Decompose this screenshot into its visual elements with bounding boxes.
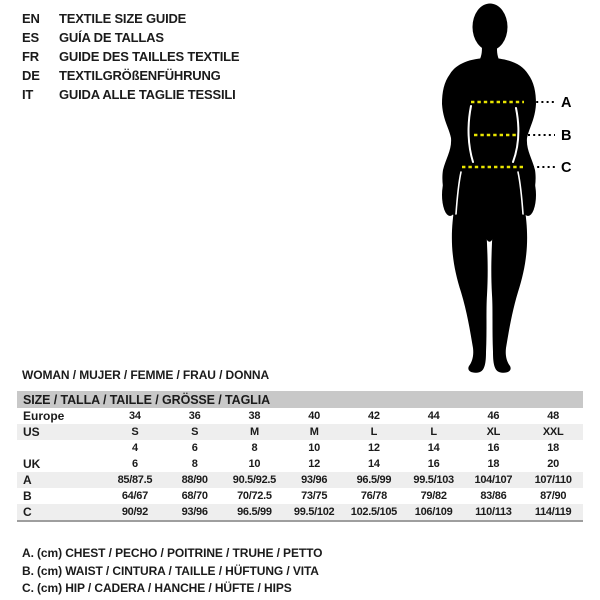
size-cell: 38 [248,410,261,422]
size-cell: 48 [547,410,559,422]
size-table-row [17,456,583,472]
size-table-rows [17,408,583,520]
size-cell: 93/96 [181,506,208,518]
legend-line: A. (cm) CHEST / PECHO / POITRINE / TRUHE / PETTO [22,546,323,560]
size-cell: XXL [542,426,564,438]
language-label: TEXTILGRÖßENFÜHRUNG [59,68,221,83]
size-cell: 4 [131,442,138,454]
size-cell: 14 [427,442,440,454]
size-cell: 102.5/105 [350,506,397,518]
size-cell: 12 [368,442,380,454]
size-table-row [17,440,583,456]
size-table-header: SIZE / TALLA / TAILLE / GRÖSSE / TAGLIA [17,391,583,408]
size-cell: 90.5/92.5 [232,474,276,486]
size-cell: 76/78 [360,490,387,502]
size-cell: 83/86 [480,490,507,502]
size-table-row [17,472,583,488]
size-cell: 16 [487,442,500,454]
language-code: FR [22,49,39,64]
woman-silhouette [442,4,536,373]
size-cell: 99.5/103 [413,474,454,486]
legend-line: B. (cm) WAIST / CINTURA / TAILLE / HÜFTUNG / VITA [22,563,319,578]
size-cell: 12 [308,458,320,470]
size-cell: S [131,426,139,438]
language-code: EN [22,11,40,26]
row-label: Europe [23,409,65,423]
size-cell: 90/92 [121,506,148,518]
row-label: C [23,505,32,519]
row-label: UK [23,457,41,471]
size-cell: 6 [191,442,198,454]
size-cell: M [249,426,259,438]
size-cell: 110/113 [475,506,512,518]
size-table-row [17,408,583,424]
size-cell: 79/82 [420,490,447,502]
size-cell: 46 [487,410,500,422]
language-label: GUIDE DES TAILLES TEXTILE [59,49,240,64]
language-label: GUIDA ALLE TAGLIE TESSILI [59,87,236,102]
marker-label-waist: B [561,128,572,144]
size-cell: 106/109 [414,506,453,518]
size-cell: 44 [427,410,440,422]
size-cell: 70/72.5 [237,490,272,502]
size-cell: L [430,426,437,438]
size-cell: 114/119 [534,506,572,518]
size-cell: 73/75 [301,490,328,502]
size-cell: 16 [427,458,440,470]
section-title: WOMAN / MUJER / FEMME / FRAU / DONNA [22,368,270,382]
size-cell: 8 [251,442,258,454]
size-cell: 93/96 [301,474,328,486]
row-label: US [23,425,40,439]
size-cell: 85/87.5 [117,474,153,486]
size-cell: XL [486,426,501,438]
size-cell: 18 [487,458,500,470]
silhouette-right-leg [491,204,527,373]
language-code: IT [22,87,34,102]
size-table-row [17,424,583,440]
size-cell: 36 [188,410,201,422]
measurement-legend [22,545,322,598]
size-cell: 96.5/99 [237,506,272,518]
size-cell: 40 [308,410,320,422]
size-cell: 42 [368,410,380,422]
size-cell: 20 [547,458,559,470]
size-cell: 8 [191,458,198,470]
legend-line: C. (cm) HIP / CADERA / HANCHE / HÜFTE / HIPS [22,581,292,595]
language-label: TEXTILE SIZE GUIDE [59,11,187,26]
size-cell: 14 [368,458,380,470]
size-cell: 10 [248,458,261,470]
size-cell: 96.5/99 [356,474,392,486]
size-table [17,391,583,522]
size-cell: 10 [308,442,320,454]
row-label: B [23,489,32,503]
size-cell: 99.5/102 [293,506,335,518]
size-cell: 6 [131,458,138,470]
row-label: A [23,473,32,487]
size-cell: 107/110 [534,474,572,486]
size-cell: 18 [547,442,559,454]
size-cell: 68/70 [181,490,208,502]
silhouette-left-leg [452,204,488,373]
size-cell: L [370,426,378,438]
size-cell: 34 [129,410,141,422]
size-cell: 104/107 [474,474,513,486]
marker-label-hip: C [561,160,572,176]
language-code: DE [22,68,40,83]
size-cell: S [191,426,199,438]
size-cell: M [309,426,319,438]
language-label: GUÍA DE TALLAS [59,30,164,45]
size-table-row [17,488,583,504]
language-code: ES [22,30,39,45]
size-cell: 88/90 [181,474,208,486]
marker-label-chest: A [561,95,572,111]
size-cell: 87/90 [540,490,567,502]
size-table-row [17,504,583,520]
size-cell: 64/67 [121,490,148,502]
